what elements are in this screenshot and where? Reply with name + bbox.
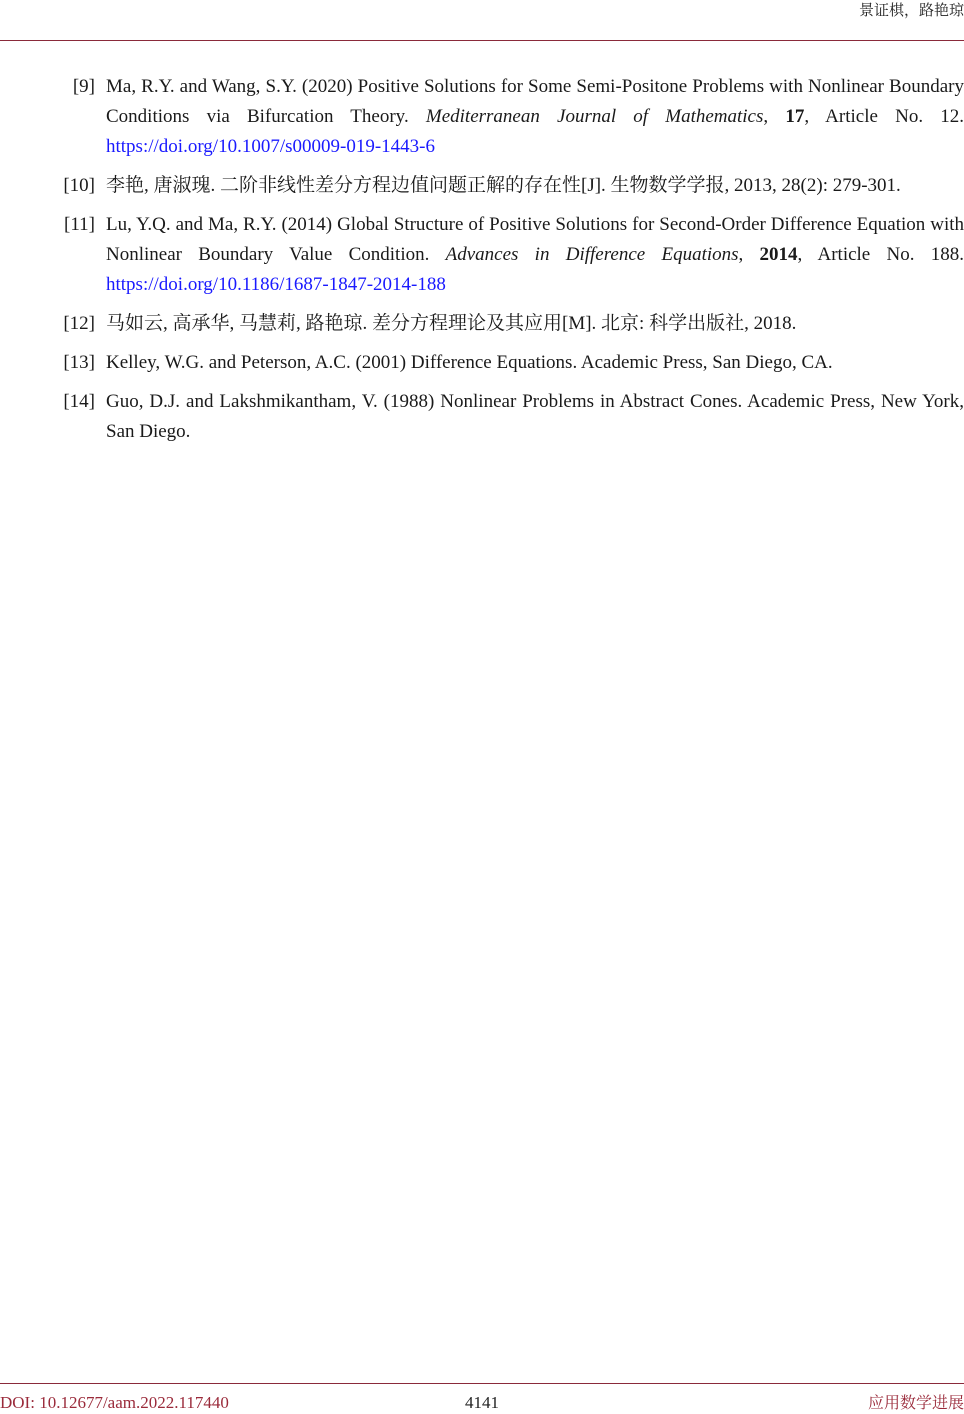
volume: 17 xyxy=(785,106,805,127)
reference-item-13 xyxy=(0,348,964,378)
reference-item-9 xyxy=(0,72,964,162)
reference-number: [10] xyxy=(63,175,95,196)
reference-body: Lu, Y.Q. and Ma, R.Y. (2014) Global Structure of Positive Solutions for Second-Order Difference Equation with Nonlinear Boundary Value Condition. xyxy=(106,214,964,265)
reference-item-10 xyxy=(0,171,964,201)
volume: 2014 xyxy=(759,244,798,265)
reference-number: [13] xyxy=(63,352,95,373)
reference-number: [11] xyxy=(64,214,95,235)
reference-text xyxy=(106,72,964,162)
journal-title: Advances in Difference Equations xyxy=(445,244,739,265)
footer-rule xyxy=(0,1383,964,1384)
reference-body: Ma, R.Y. and Wang, S.Y. (2020) Positive Solutions for Some Semi-Positone Problems with Nonlinear Boundary Conditions via Bifurcation Theory. xyxy=(106,76,964,127)
reference-text: 李艳, 唐淑瑰. 二阶非线性差分方程边值问题正解的存在性[J]. 生物数学学报, 2013, 28(2): 279-301. xyxy=(106,175,901,196)
reference-item-11 xyxy=(0,210,964,300)
page-footer xyxy=(0,1392,964,1414)
article-info: , Article No. 12. xyxy=(804,106,964,127)
doi-link[interactable]: https://doi.org/10.1186/1687-1847-2014-188 xyxy=(106,274,446,295)
running-head: 景证棋，路艳琼 xyxy=(858,1,964,19)
reference-list xyxy=(0,72,964,456)
separator: , xyxy=(763,106,786,127)
page-number: 4141 xyxy=(465,1393,499,1412)
reference-number: [9] xyxy=(72,76,95,97)
reference-text: 马如云, 高承华, 马慧莉, 路艳琼. 差分方程理论及其应用[M]. 北京: 科学出版社, 2018. xyxy=(106,313,797,334)
reference-text xyxy=(106,210,964,300)
reference-text: Guo, D.J. and Lakshmikantham, V. (1988) Nonlinear Problems in Abstract Cones. Academic Press, New York, San Diego. xyxy=(106,391,964,442)
journal-title: Mediterranean Journal of Mathematics xyxy=(425,106,764,127)
separator: , xyxy=(738,244,760,265)
reference-item-14 xyxy=(0,387,964,447)
reference-item-12 xyxy=(0,309,964,339)
footer-journal-name: 应用数学进展 xyxy=(867,1393,964,1412)
reference-number: [12] xyxy=(63,313,95,334)
reference-text: Kelley, W.G. and Peterson, A.C. (2001) Difference Equations. Academic Press, San Diego, CA. xyxy=(106,352,833,373)
doi-link[interactable]: https://doi.org/10.1007/s00009-019-1443-6 xyxy=(106,136,435,157)
reference-number: [14] xyxy=(63,391,95,412)
footer-doi: DOI: 10.12677/aam.2022.117440 xyxy=(0,1393,229,1412)
header-rule xyxy=(0,40,964,41)
article-info: , Article No. 188. xyxy=(797,244,964,265)
